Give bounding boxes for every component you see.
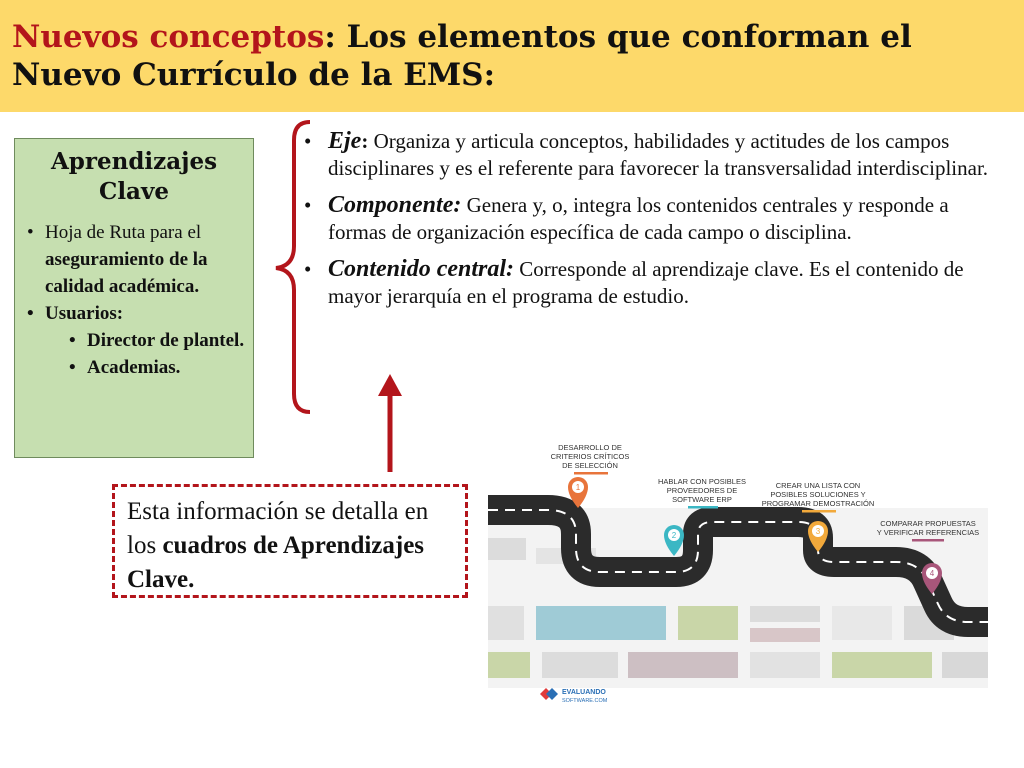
step1-underline [574,472,608,475]
info-text: Esta información se detalla en los [127,498,429,559]
concept-eje [300,128,1000,182]
step4-label-line: Y VERIFICAR REFERENCIAS [876,528,980,537]
logo-subtext: SOFTWARE.COM [562,698,608,704]
hoja-de-ruta-text: Hoja de Ruta para el [45,222,202,243]
list-item-academias: • Academias. [15,354,253,381]
step1-label-line: DESARROLLO DE [558,443,622,452]
step2-underline [688,506,718,509]
concept-text: Corresponde al aprendizaje clave. Es el contenido de mayor jerarquía en el programa de estudio. [328,257,964,308]
concept-term: Contenido central: [328,256,515,282]
concepts-list [300,128,1000,320]
logo-text: EVALUANDO [562,689,606,696]
step2-label-line: PROVEEDORES DE [666,486,738,495]
page-title [12,18,1012,94]
step3-underline [802,510,836,513]
step4-underline [912,539,944,542]
step3-label-line: POSIBLES SOLUCIONES Y [770,490,866,499]
pin-number: 4 [929,569,935,578]
list-item-usuarios: • Usuarios: [15,300,253,327]
roadmap-illustration [488,438,988,710]
concept-contenido-central [300,256,1000,310]
concept-term: Eje [328,128,362,154]
step1-label-line: CRITERIOS CRÍTICOS [550,452,630,461]
step3-label-line: CREAR UNA LISTA CON [775,481,861,490]
title-banner [0,0,1024,112]
up-arrow-icon [374,374,406,472]
list-item-hoja-de-ruta [15,219,253,300]
title-accent: Nuevos conceptos [12,19,325,55]
concept-componente [300,192,1000,246]
concept-text: Genera y, o, integra los contenidos centrales y responde a formas de organización específica de cada campo o disciplina. [328,193,949,244]
info-callout-box [112,484,468,598]
pin-number: 1 [575,483,581,492]
aprendizajes-list [15,219,253,381]
aprendizajes-clave-title: Aprendizajes Clave [50,148,218,205]
step3-label-line: PROGRAMAR DEMOSTRACIÓN [761,499,875,508]
step1-label-line: DE SELECCIÓN [562,461,618,470]
step2-label-line: HABLAR CON POSIBLES [658,477,746,486]
info-text-bold: cuadros de Aprendizajes Clave. [127,532,425,593]
pin-number: 3 [815,527,821,536]
aseguramiento-text: aseguramiento de la calidad académica. [45,249,208,297]
step4-label-line: COMPARAR PROPUESTAS [880,519,976,528]
concept-text: Organiza y articula conceptos, habilidades y actitudes de los campos disciplinares y es el referente para favorecer la transversalidad interdisciplinar. [328,129,989,180]
title-rest: : Los elementos que conforman el Nuevo Currículo de la EMS: [12,19,912,93]
concept-sep: : [361,129,369,153]
list-item-director: • Director de plantel. [15,327,253,354]
aprendizajes-clave-box [14,138,254,458]
concept-term: Componente: [328,192,462,218]
pin-number: 2 [671,531,677,540]
step2-label-line: SOFTWARE ERP [672,495,732,504]
evaluando-logo [540,688,608,704]
